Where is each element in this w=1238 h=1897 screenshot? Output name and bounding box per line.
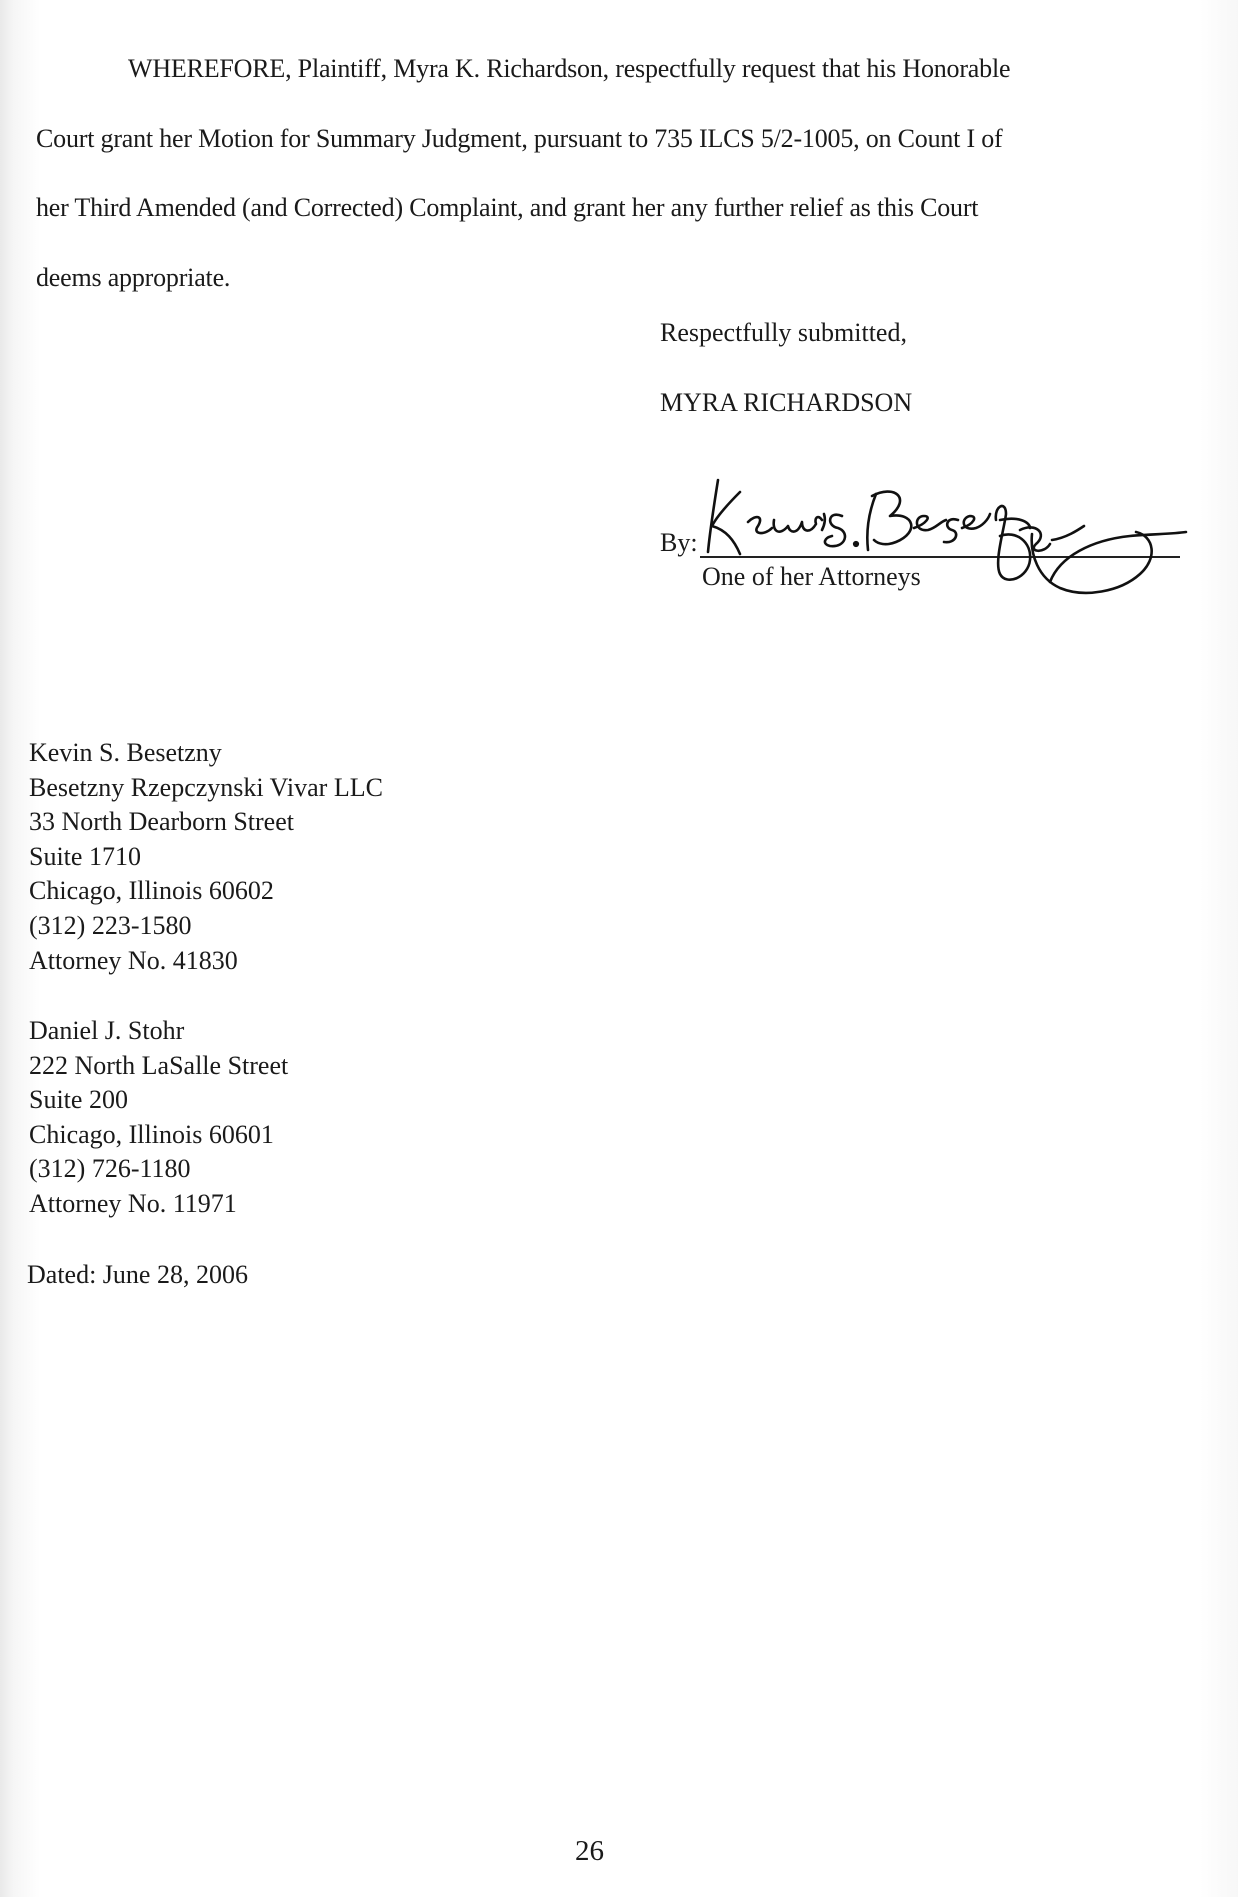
suite: Suite 1710 [29,841,141,871]
city-state-zip: Chicago, Illinois 60602 [29,876,274,906]
attorney-block-besetzny [29,736,383,978]
party-name: MYRA RICHARDSON [660,388,913,417]
paragraph-line: deems appropriate. [36,262,231,292]
attorney-block-stohr [29,1014,288,1222]
attorney-name: Daniel J. Stohr [29,1016,185,1045]
attorney-name: Kevin S. Besetzny [29,738,222,767]
handwritten-signature [700,470,1190,605]
attorney-number: Attorney No. 41830 [29,945,238,975]
respectfully-submitted: Respectfully submitted, [660,318,907,347]
phone-number: (312) 726-1180 [29,1154,191,1184]
paragraph-line: WHEREFORE, Plaintiff, Myra K. Richardson, respectfully request that his Honorable [128,54,1011,83]
suite: Suite 200 [29,1085,128,1115]
date-line: Dated: June 28, 2006 [27,1260,248,1289]
attorney-caption: One of her Attorneys [702,562,921,591]
wherefore-paragraph [36,34,1186,312]
paragraph-line: her Third Amended (and Corrected) Complaint, and grant her any further relief as this Court [36,193,979,222]
phone-number: (312) 223-1580 [29,910,192,940]
paragraph-line: Court grant her Motion for Summary Judgment, pursuant to 735 ILCS 5/2-1005, on Count I of [36,123,1003,153]
attorney-number: Attorney No. 11971 [29,1188,237,1218]
firm-name: Besetzny Rzepczynski Vivar LLC [29,772,383,802]
street-address: 222 North LaSalle Street [29,1050,289,1080]
street-address: 33 North Dearborn Street [29,807,294,837]
page-number: 26 [575,1835,604,1867]
by-label: By: [660,528,698,557]
city-state-zip: Chicago, Illinois 60601 [29,1119,274,1149]
